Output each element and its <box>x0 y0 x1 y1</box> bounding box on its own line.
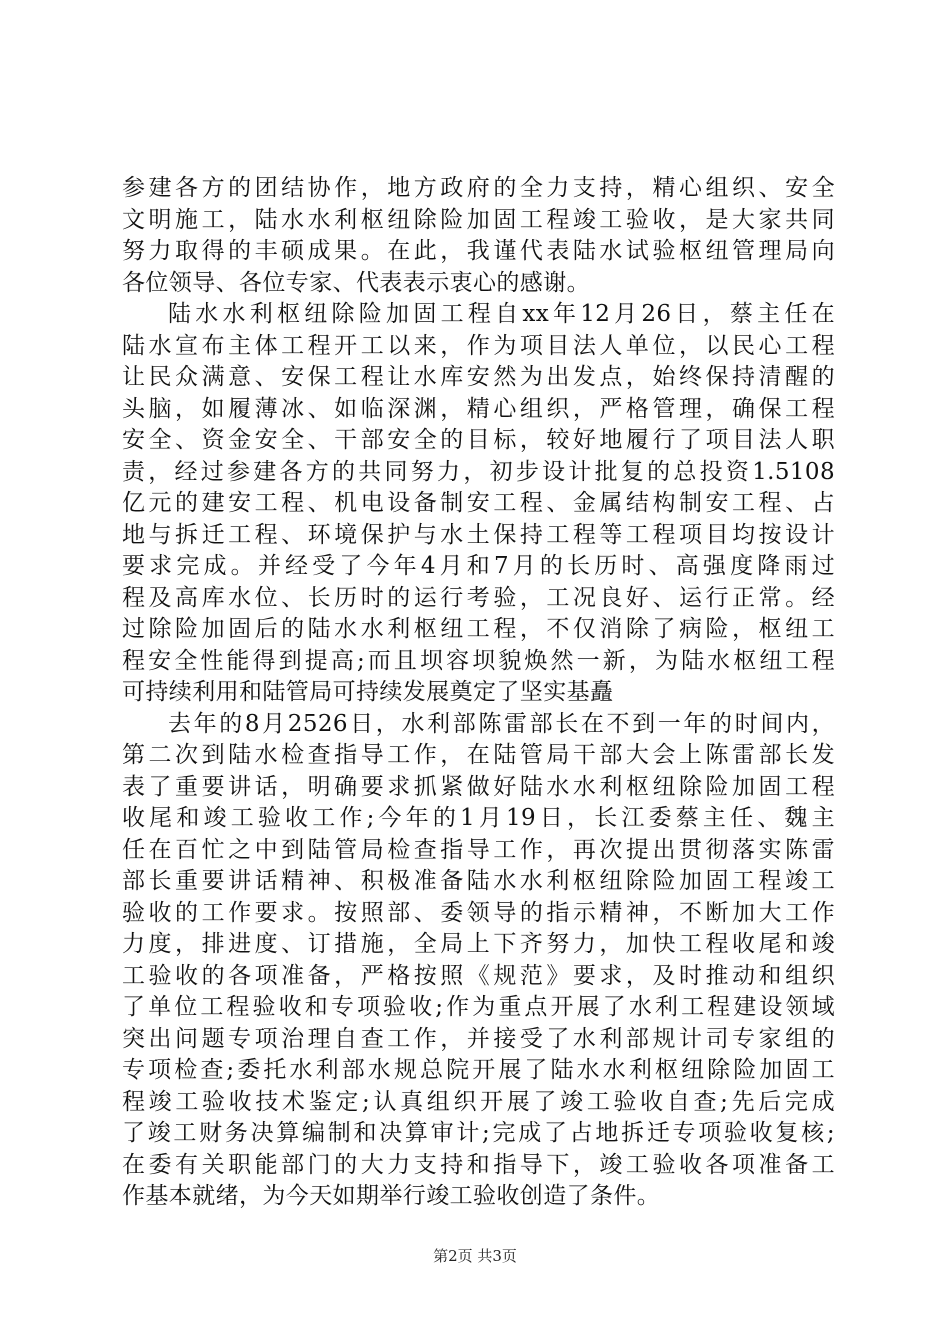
text-line: 在委有关职能部门的大力支持和指导下，竣工验收各项准备工 <box>122 1151 835 1178</box>
text-line: 文明施工，陆水水利枢纽除险加固工程竣工验收，是大家共同 <box>122 206 835 233</box>
text-line: 表了重要讲话，明确要求抓紧做好陆水水利枢纽除险加固工程 <box>122 773 835 800</box>
text-line: 可持续利用和陆管局可持续发展奠定了坚实基矗 <box>122 679 614 705</box>
page-footer: 第2页 共3页 <box>433 1247 517 1265</box>
text-line: 验收的工作要求。按照部、委领导的指示精神，不断加大工作 <box>122 899 835 926</box>
text-line: 专项检查;委托水利部水规总院开展了陆水水利枢纽除险加固工 <box>122 1057 835 1083</box>
text-line: 去年的8月2526日，水利部陈雷部长在不到一年的时间内， <box>168 710 835 737</box>
text-line: 责，经过参建各方的共同努力，初步设计批复的总投资1.5108 <box>122 458 835 485</box>
text-line: 亿元的建安工程、机电设备制安工程、金属结构制安工程、占 <box>122 490 835 516</box>
text-line: 程竣工验收技术鉴定;认真组织开展了竣工验收自查;先后完成 <box>122 1088 835 1115</box>
text-line: 第二次到陆水检查指导工作，在陆管局干部大会上陈雷部长发 <box>122 742 835 768</box>
text-line: 让民众满意、安保工程让水库安然为出发点，始终保持清醒的 <box>122 364 835 390</box>
text-line: 了竣工财务决算编制和决算审计;完成了占地拆迁专项验收复核; <box>122 1120 835 1146</box>
text-line: 过除险加固后的陆水水利枢纽工程，不仅消除了病险，枢纽工 <box>122 616 835 642</box>
text-line: 程及高库水位、长历时的运行考验，工况良好、运行正常。经 <box>122 584 835 611</box>
text-line: 突出问题专项治理自查工作，并接受了水利部规计司专家组的 <box>122 1025 835 1052</box>
text-line: 要求完成。并经受了今年4月和7月的长历时、高强度降雨过 <box>122 553 835 579</box>
text-line: 各位领导、各位专家、代表表示衷心的感谢。 <box>122 269 590 296</box>
text-line: 任在百忙之中到陆管局检查指导工作，再次提出贯彻落实陈雷 <box>122 836 835 863</box>
text-line: 力度，排进度、订措施，全局上下齐努力，加快工程收尾和竣 <box>122 931 835 957</box>
text-line: 陆水水利枢纽除险加固工程自xx年12月26日，蔡主任在 <box>168 301 835 327</box>
text-line: 了单位工程验收和专项验收;作为重点开展了水利工程建设领域 <box>122 994 835 1020</box>
text-line: 参建各方的团结协作，地方政府的全力支持，精心组织、安全 <box>122 175 835 201</box>
text-line: 努力取得的丰硕成果。在此，我谨代表陆水试验枢纽管理局向 <box>122 238 835 264</box>
text-line: 作基本就绪，为今天如期举行竣工验收创造了条件。 <box>122 1183 661 1209</box>
text-line: 头脑，如履薄冰、如临深渊，精心组织，严格管理，确保工程 <box>122 395 835 422</box>
text-line: 部长重要讲话精神、积极准备陆水水利枢纽除险加固工程竣工 <box>122 868 835 894</box>
text-line: 程安全性能得到提高;而且坝容坝貌焕然一新，为陆水枢纽工程 <box>122 647 835 674</box>
document-body <box>122 173 835 1213</box>
text-line: 陆水宣布主体工程开工以来，作为项目法人单位，以民心工程 <box>122 332 835 359</box>
text-line: 地与拆迁工程、环境保护与水土保持工程等工程项目均按设计 <box>122 521 835 548</box>
text-line: 收尾和竣工验收工作;今年的1月19日，长江委蔡主任、魏主 <box>122 805 835 831</box>
text-line: 工验收的各项准备，严格按照《规范》要求，及时推动和组织 <box>122 962 835 989</box>
text-line: 安全、资金安全、干部安全的目标，较好地履行了项目法人职 <box>122 427 835 453</box>
